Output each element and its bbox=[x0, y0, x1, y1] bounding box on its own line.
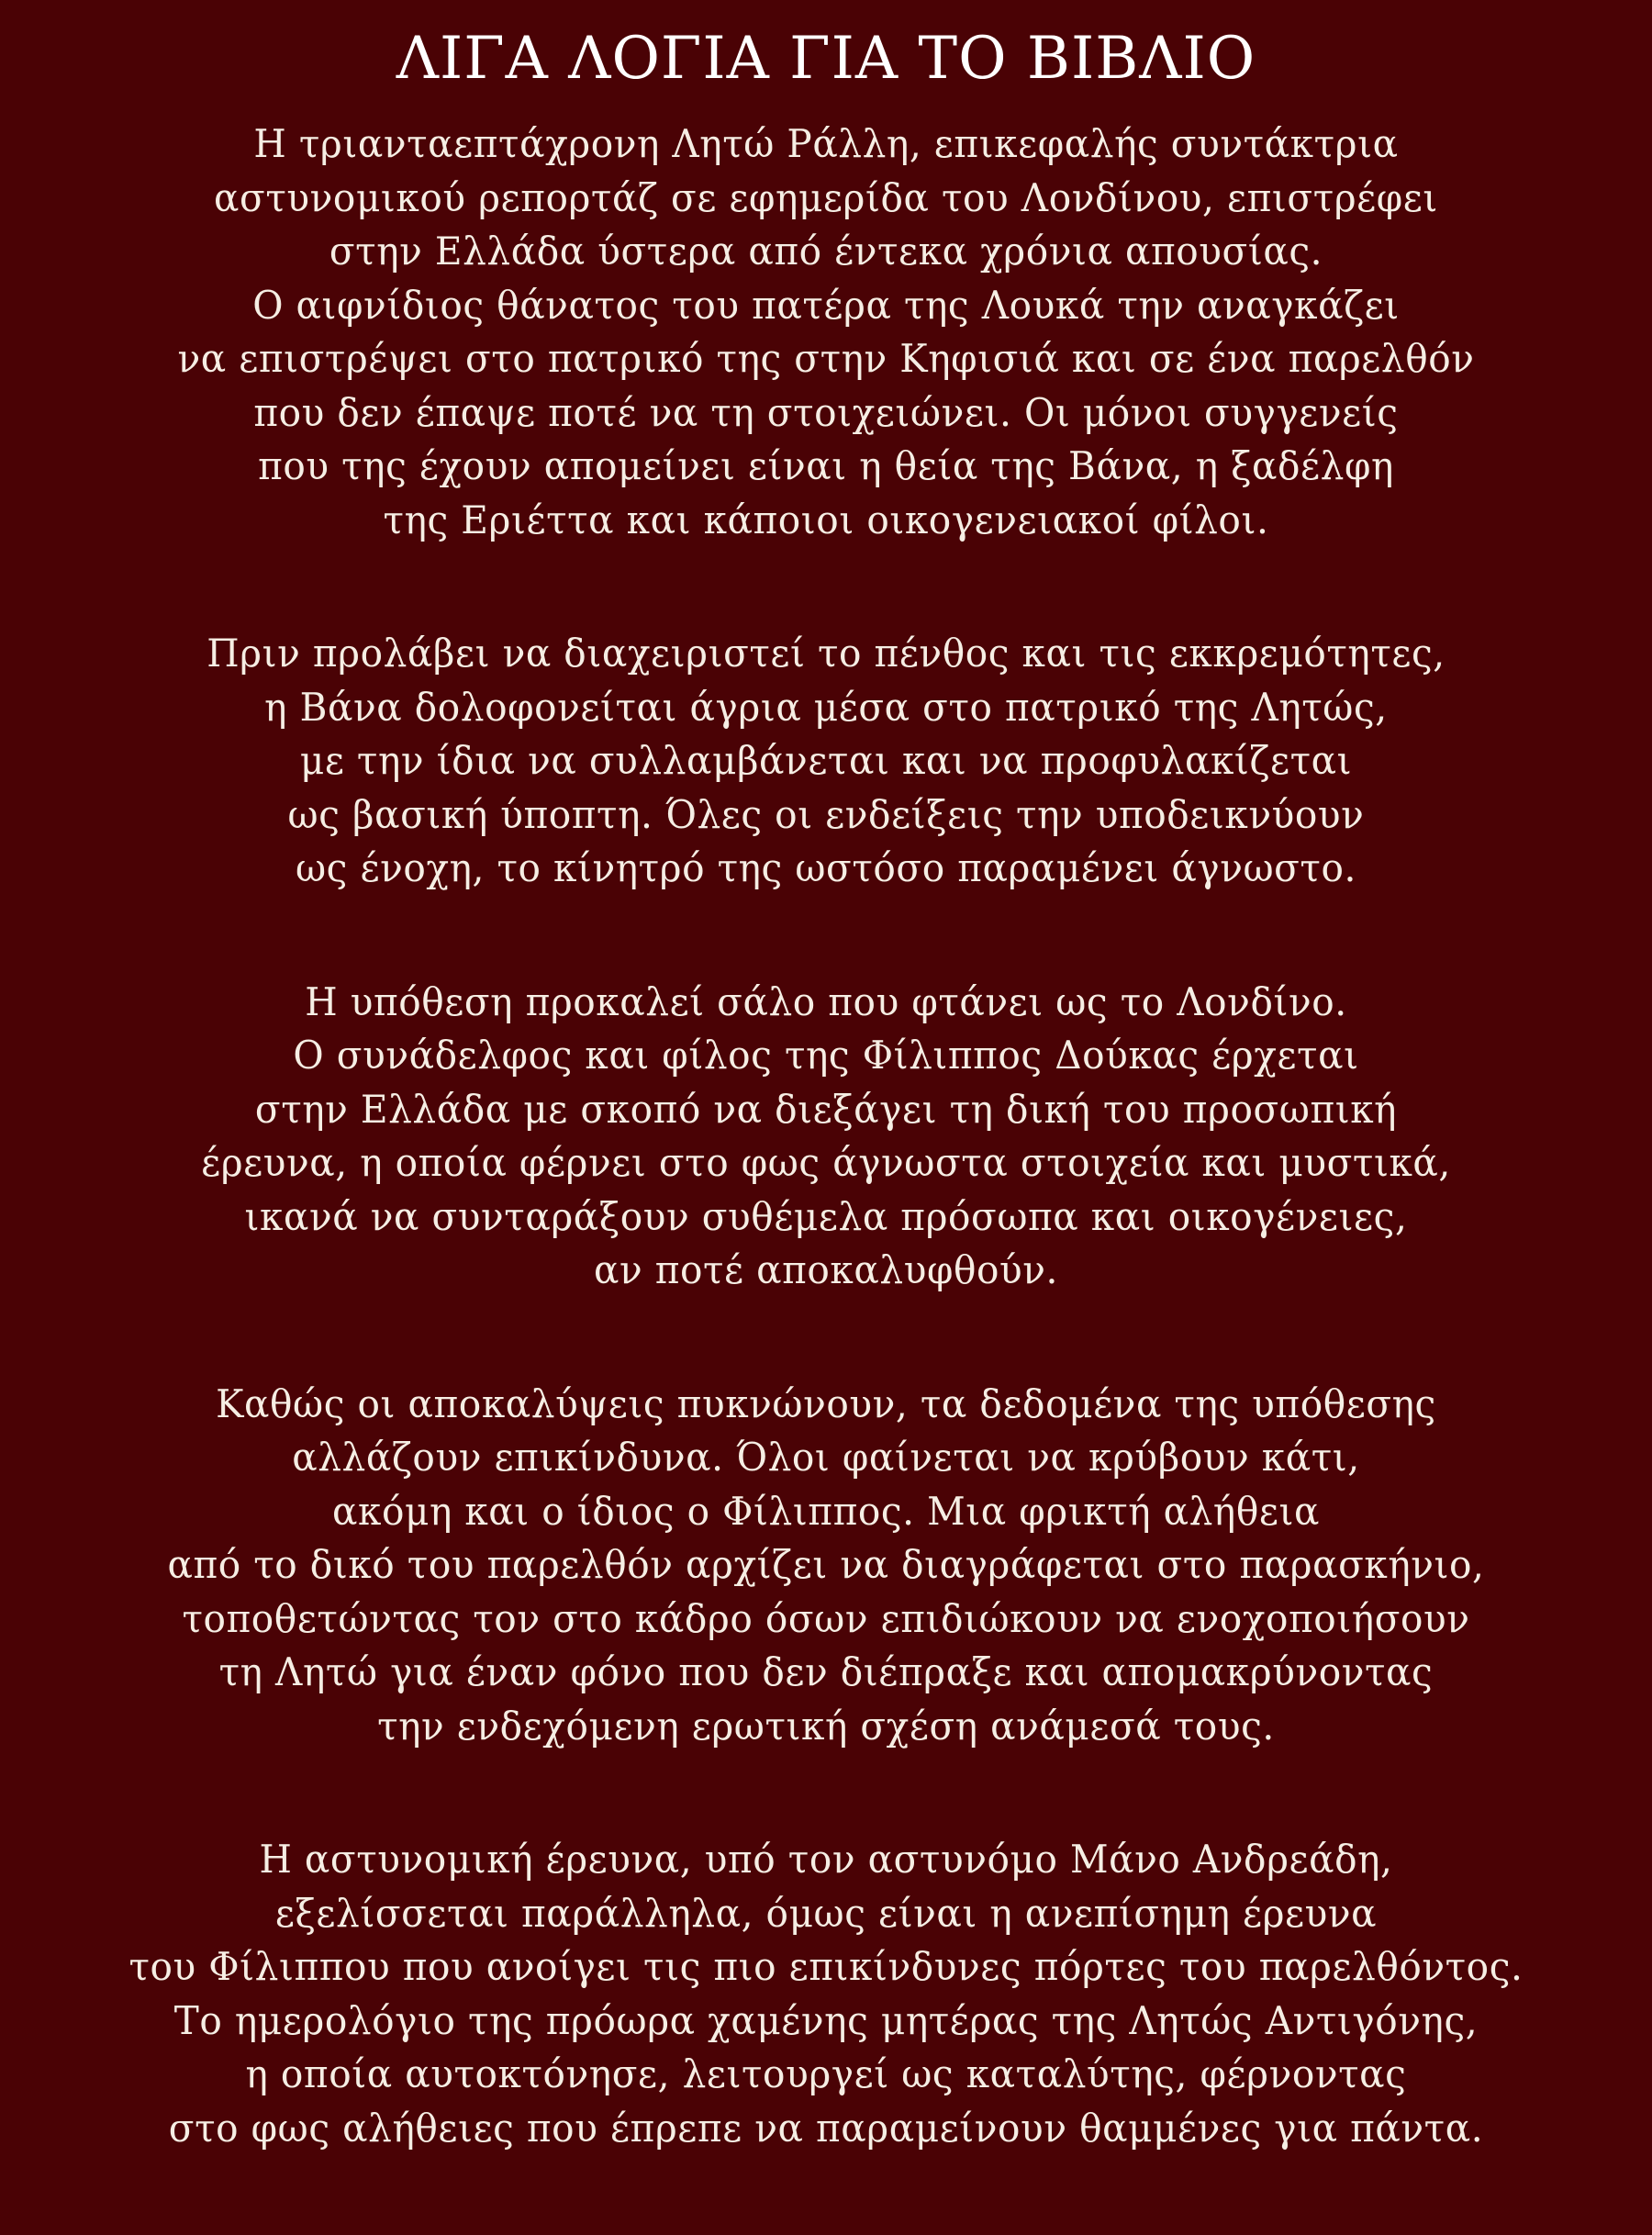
text-line: στο φως αλήθειες που έπρεπε να παραμείνουν θαμμένες για πάντα. bbox=[168, 2105, 1484, 2151]
blurb-paragraph bbox=[0, 1833, 1652, 2155]
text-line: του Φίλιππου που ανοίγει τις πιο επικίνδυνες πόρτες του παρελθόντος. bbox=[128, 1944, 1524, 1989]
text-line: Ο συνάδελφος και φίλος της Φίλιππος Δούκας έρχεται bbox=[293, 1033, 1359, 1078]
text-line: ως ένοχη, το κίνητρό της ωστόσο παραμένει άγνωστο. bbox=[295, 845, 1356, 890]
text-line: αν ποτέ αποκαλυφθούν. bbox=[593, 1247, 1059, 1292]
text-line: η Βάνα δολοφονείται άγρια μέσα στο πατρικό της Λητώς, bbox=[264, 684, 1388, 730]
text-line: τοποθετώντας τον στο κάδρο όσων επιδιώκουν να ενοχοποιήσουν bbox=[182, 1595, 1470, 1641]
text-line: Καθώς οι αποκαλύψεις πυκνώνουν, τα δεδομένα της υπόθεσης bbox=[216, 1380, 1436, 1426]
text-line: η οποία αυτοκτόνησε, λειτουργεί ως καταλύτης, φέρνοντας bbox=[245, 2051, 1407, 2096]
text-line: Ο αιφνίδιος θάνατος του πατέρα της Λουκά την αναγκάζει bbox=[252, 282, 1400, 328]
text-line: στην Ελλάδα ύστερα από έντεκα χρόνια απουσίας. bbox=[329, 229, 1323, 274]
text-line: Η υπόθεση προκαλεί σάλο που φτάνει ως το Λονδίνο. bbox=[305, 978, 1347, 1024]
text-line: Η τριανταεπτάχρονη Λητώ Ράλλη, επικεφαλής συντάκτρια bbox=[253, 121, 1399, 166]
text-line: αλλάζουν επικίνδυνα. Όλοι φαίνεται να κρύβουν κάτι, bbox=[292, 1435, 1360, 1480]
text-line: ακόμη και ο ίδιος ο Φίλιππος. Μια φρικτή αλήθεια bbox=[332, 1488, 1320, 1534]
text-line: Το ημερολόγιο της πρόωρα χαμένης μητέρας της Λητώς Αντιγόνης, bbox=[173, 1997, 1479, 2043]
text-line: που δεν έπαψε ποτέ να τη στοιχειώνει. Οι μόνοι συγγενείς bbox=[253, 389, 1399, 435]
text-line: Η αστυνομική έρευνα, υπό τον αστυνόμο Μάνο Ανδρεάδη, bbox=[259, 1837, 1393, 1882]
blurb-paragraph bbox=[0, 627, 1652, 896]
blurb-paragraph bbox=[0, 976, 1652, 1298]
text-line: αστυνομικού ρεπορτάζ σε εφημερίδα του Λονδίνου, επιστρέφει bbox=[214, 174, 1438, 220]
text-line: εξελίσσεται παράλληλα, όμως είναι η ανεπίσημη έρευνα bbox=[274, 1890, 1378, 1936]
page-title: ΛΙΓΑ ΛΟΓΙΑ ΓΙΑ ΤΟ ΒΙΒΛΙΟ bbox=[396, 25, 1256, 93]
text-line: της Εριέττα και κάποιοι οικογενειακοί φίλοι. bbox=[383, 497, 1269, 542]
blurb-body bbox=[0, 117, 1652, 2235]
blurb-paragraph bbox=[0, 1378, 1652, 1754]
text-line: με την ίδια να συλλαμβάνεται και να προφυλακίζεται bbox=[299, 738, 1353, 783]
text-line: στην Ελλάδα με σκοπό να διεξάγει τη δική του προσωπική bbox=[254, 1086, 1398, 1132]
text-line: να επιστρέψει στο πατρικό της στην Κηφισιά και σε ένα παρελθόν bbox=[177, 336, 1475, 381]
text-line: την ενδεχόμενη ερωτική σχέση ανάμεσά τους. bbox=[377, 1703, 1275, 1749]
text-line: έρευνα, η οποία φέρνει στο φως άγνωστα στοιχεία και μυστικά, bbox=[201, 1140, 1451, 1185]
text-line: ικανά να συνταράξουν συθέμελα πρόσωπα και οικογένειες, bbox=[244, 1193, 1408, 1239]
text-line: Πριν προλάβει να διαχειριστεί το πένθος και τις εκκρεμότητες, bbox=[206, 631, 1446, 676]
text-line: που της έχουν απομείνει είναι η θεία της Βάνα, η ξαδέλφη bbox=[258, 443, 1394, 488]
text-line: από το δικό του παρελθόν αρχίζει να διαγράφεται στο παρασκήνιο, bbox=[167, 1542, 1485, 1587]
text-line: τη Λητώ για έναν φόνο που δεν διέπραξε και απομακρύνοντας bbox=[218, 1649, 1434, 1694]
text-line: ως βασική ύποπτη. Όλες οι ενδείξεις την υποδεικνύουν bbox=[287, 791, 1365, 837]
blurb-paragraph bbox=[0, 117, 1652, 547]
